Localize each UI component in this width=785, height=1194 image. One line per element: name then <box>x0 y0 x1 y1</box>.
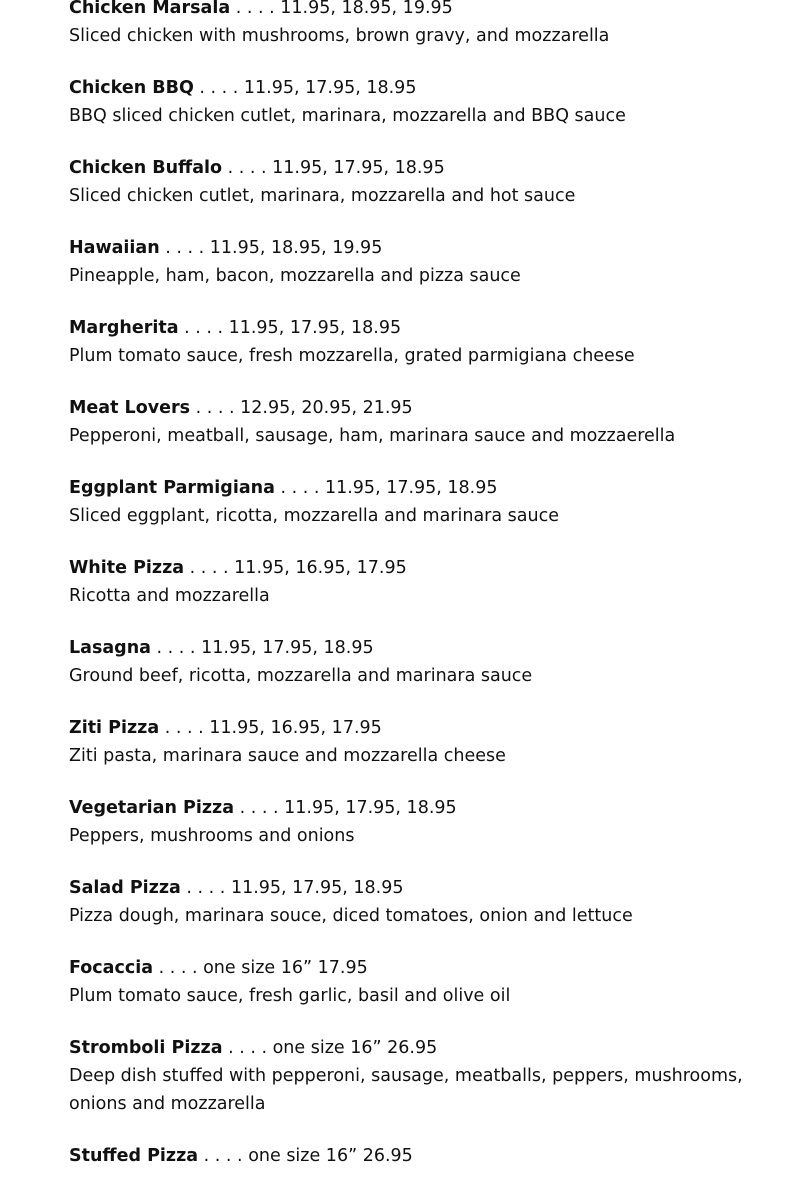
menu-item-name: Margherita <box>69 318 179 338</box>
price-separator: . . . . <box>234 798 285 818</box>
menu-item-heading <box>69 1034 749 1062</box>
menu-item-heading <box>69 874 749 902</box>
menu-item-chicken-marsala <box>69 0 749 50</box>
menu-item-heading <box>69 234 749 262</box>
price-separator: . . . . <box>230 0 281 18</box>
menu-item-stuffed-pizza <box>69 1142 749 1170</box>
menu-item-description: BBQ sliced chicken cutlet, marinara, mozzarella and BBQ sauce <box>69 106 626 126</box>
menu-item-description: Pineapple, ham, bacon, mozzarella and pizza sauce <box>69 266 521 286</box>
menu-item-name: Meat Lovers <box>69 398 191 418</box>
price-separator: . . . . <box>222 1038 273 1058</box>
menu-item-heading <box>69 154 749 182</box>
menu-item-price: one size 16” 26.95 <box>272 1038 438 1058</box>
price-separator: . . . . <box>180 878 231 898</box>
menu-item-description: Plum tomato sauce, fresh mozzarella, grated parmigiana cheese <box>69 346 635 366</box>
menu-item-name: Lasagna <box>69 638 151 658</box>
menu-item-heading <box>69 1142 749 1170</box>
menu-item-price: one size 16” 26.95 <box>248 1146 413 1166</box>
menu-item-name: Stromboli Pizza <box>69 1038 223 1058</box>
menu-item-heading <box>69 74 749 102</box>
menu-item-description: Pizza dough, marinara souce, diced tomatoes, onion and lettuce <box>69 906 633 926</box>
price-separator: . . . . <box>198 1146 249 1166</box>
menu-item-description: Ground beef, ricotta, mozzarella and marinara sauce <box>69 666 533 686</box>
menu-item-heading <box>69 554 749 582</box>
menu-item-ziti-pizza <box>69 714 749 770</box>
menu-item-chicken-bbq <box>69 74 749 130</box>
menu-item-price: 11.95, 16.95, 17.95 <box>234 558 407 578</box>
menu-item-price: 11.95, 18.95, 19.95 <box>209 238 383 258</box>
menu-item-price: 12.95, 20.95, 21.95 <box>240 398 413 418</box>
menu-item-focaccia <box>69 954 749 1010</box>
menu-item-description: Peppers, mushrooms and onions <box>69 826 355 846</box>
menu-item-price: 11.95, 18.95, 19.95 <box>280 0 453 18</box>
menu-item-description: Ricotta and mozzarella <box>69 586 270 606</box>
menu-item-description: Sliced chicken cutlet, marinara, mozzarella and hot sauce <box>69 186 576 206</box>
menu-item-salad-pizza <box>69 874 749 930</box>
menu-item-heading <box>69 474 749 502</box>
menu-item-hawaiian <box>69 234 749 290</box>
menu-item-description: Deep dish stuffed with pepperoni, sausage, meatballs, peppers, mushrooms, onions and mozzarella <box>69 1066 743 1114</box>
menu-item-name: Chicken Buffalo <box>69 158 223 178</box>
price-separator: . . . . <box>153 958 204 978</box>
menu-item-name: Focaccia <box>69 958 154 978</box>
menu-item-eggplant-parmigiana <box>69 474 749 530</box>
menu-item-margherita <box>69 314 749 370</box>
menu-item-name: Chicken Marsala <box>69 0 231 18</box>
price-separator: . . . . <box>159 718 210 738</box>
menu-item-name: Salad Pizza <box>69 878 181 898</box>
menu-item-description: Sliced eggplant, ricotta, mozzarella and marinara sauce <box>69 506 559 526</box>
menu-item-meat-lovers <box>69 394 749 450</box>
menu-item-price: 11.95, 17.95, 18.95 <box>272 158 445 178</box>
menu-item-price: 11.95, 17.95, 18.95 <box>243 78 417 98</box>
menu-item-heading <box>69 714 749 742</box>
menu-item-price: one size 16” 17.95 <box>203 958 368 978</box>
price-separator: . . . . <box>274 478 325 498</box>
menu-item-name: Stuffed Pizza <box>69 1146 199 1166</box>
menu-item-heading <box>69 794 749 822</box>
pizza-menu-list <box>69 0 749 1194</box>
menu-item-name: Vegetarian Pizza <box>69 798 235 818</box>
menu-item-heading <box>69 0 749 22</box>
menu-item-name: Ziti Pizza <box>69 718 160 738</box>
price-separator: . . . . <box>222 158 273 178</box>
menu-item-stromboli-pizza <box>69 1034 749 1118</box>
price-separator: . . . . <box>184 558 235 578</box>
menu-item-name: White Pizza <box>69 558 185 578</box>
menu-item-price: 11.95, 17.95, 18.95 <box>201 638 374 658</box>
menu-item-name: Chicken BBQ <box>69 78 194 98</box>
price-separator: . . . . <box>178 318 229 338</box>
menu-item-heading <box>69 394 749 422</box>
price-separator: . . . . <box>193 78 244 98</box>
menu-item-price: 11.95, 17.95, 18.95 <box>230 878 404 898</box>
menu-item-price: 11.95, 17.95, 18.95 <box>284 798 457 818</box>
menu-item-price: 11.95, 16.95, 17.95 <box>209 718 382 738</box>
menu-item-description: Sliced chicken with mushrooms, brown gravy, and mozzarella <box>69 26 610 46</box>
menu-item-lasagna <box>69 634 749 690</box>
menu-item-name: Hawaiian <box>69 238 160 258</box>
menu-item-chicken-buffalo <box>69 154 749 210</box>
menu-item-vegetarian-pizza <box>69 794 749 850</box>
price-separator: . . . . <box>159 238 210 258</box>
menu-item-heading <box>69 954 749 982</box>
menu-item-heading <box>69 634 749 662</box>
menu-item-white-pizza <box>69 554 749 610</box>
menu-item-price: 11.95, 17.95, 18.95 <box>324 478 498 498</box>
menu-item-description: Pepperoni, meatball, sausage, ham, marinara sauce and mozzaerella <box>69 426 676 446</box>
menu-item-description: Ziti pasta, marinara sauce and mozzarella cheese <box>69 746 506 766</box>
menu-item-description: Plum tomato sauce, fresh garlic, basil and olive oil <box>69 986 511 1006</box>
price-separator: . . . . <box>190 398 241 418</box>
menu-item-name: Eggplant Parmigiana <box>69 478 275 498</box>
menu-item-price: 11.95, 17.95, 18.95 <box>228 318 402 338</box>
price-separator: . . . . <box>150 638 202 658</box>
menu-item-heading <box>69 314 749 342</box>
